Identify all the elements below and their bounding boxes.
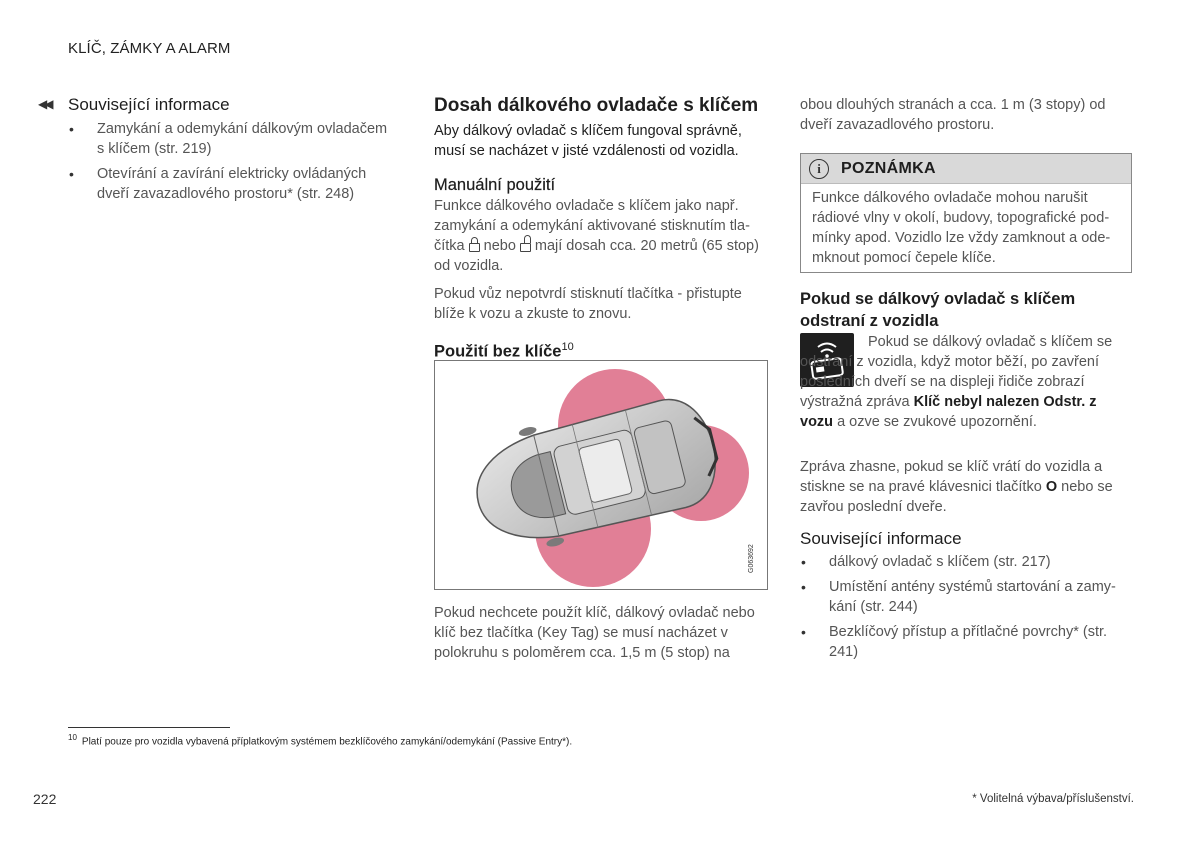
footnote-text: Platí pouze pro vozidla vybavená příplatkovým systémem bezklíčového zamykání/odemykání (Passive Entry*). [81, 736, 573, 748]
back-arrows-icon: ◀◀ [38, 97, 51, 111]
info-icon: i [809, 159, 829, 179]
keyless-use-heading [434, 336, 772, 363]
note-title: POZNÁMKA [841, 159, 936, 177]
removed-text-a: Pokud se dálkový ovladač s klíčem se odstraní z vozidla, když motor běží, po zavření posledních dveří se na displeji řidiče zobrazí výstražná zpráva [800, 334, 1113, 410]
car-range-diagram [435, 361, 768, 590]
message-text-a: Zpráva zhasne, pokud se klíč vrátí do vozidla a stiskne se na pravé klávesnici tlačítko [800, 459, 1103, 495]
footnote-divider [68, 727, 230, 728]
chapter-header: KLÍČ, ZÁMKY A ALARM [68, 40, 231, 57]
keyless-paragraph: Pokud nechcete použít klíč, dálkový ovladač nebo klíč bez tlačítka (Key Tag) se musí nacházet v polokruhu s poloměrem cca. 1,5 m (5 stop) na [434, 605, 755, 661]
related-info-list-2 [800, 552, 1132, 662]
footnote [68, 733, 572, 747]
removed-key-paragraph [800, 332, 1132, 432]
related-info-section-2 [800, 528, 1132, 667]
manual-text-c: mají dosah cca. 20 metrů (65 stop) od vozidla. [434, 238, 759, 274]
message-text-c: nebo se zavřou poslední dveře. [800, 479, 1113, 515]
footnote-ref: 10 [561, 341, 574, 353]
manual-text-a: Funkce dálkového ovladače s klíčem jako např. zamykání a odemykání aktivované stisknutím tla-čítka [434, 198, 750, 254]
related-info-heading: Související informace [68, 95, 230, 114]
continued-paragraph: obou dlouhých stranách a cca. 1 m (3 stopy) od dveří zavazadlového prostoru. [800, 97, 1106, 133]
related-info-heading-2: Související informace [800, 529, 962, 548]
removed-text-c: a ozve se zvukové upozornění. [837, 414, 1037, 430]
related-info-list [68, 119, 398, 204]
lead-paragraph: Aby dálkový ovladač s klíčem fungoval správně, musí se nacházet v jisté vzdálenosti od vozidla. [434, 123, 742, 159]
list-item: • Umístění antény systémů startování a zamy-kání (str. 244) [800, 577, 1132, 617]
column-2 [434, 94, 772, 363]
manual-text-b: nebo [483, 238, 516, 254]
list-item: • Zamykání a odemykání dálkovým ovladačem s klíčem (str. 219) [68, 119, 398, 159]
keyless-range-figure [434, 360, 768, 590]
page-number: 222 [33, 791, 57, 807]
manual-use-heading: Manuální použití [434, 176, 556, 194]
message-off-paragraph [800, 457, 1132, 517]
section-title: Dosah dálkového ovladače s klíčem [434, 95, 759, 116]
warning-message: Klíč nebyl nalezen Odstr. z vozu [800, 394, 1097, 430]
lock-icon [469, 237, 480, 252]
list-item: • Otevírání a zavírání elektricky ovládaných dveří zavazadlového prostoru* (str. 248) [68, 164, 398, 204]
figure-code: G063692 [748, 544, 755, 573]
unlock-icon [520, 237, 531, 252]
manual-use-paragraph [434, 196, 772, 276]
note-header [801, 154, 1131, 184]
optional-equipment-note: * Volitelná výbava/příslušenství. [972, 793, 1134, 805]
removed-key-heading: Pokud se dálkový ovladač s klíčem odstraní z vozidla [800, 290, 1076, 330]
column-1 [68, 94, 398, 209]
note-box [800, 153, 1132, 273]
o-button-label: O [1045, 479, 1058, 495]
list-item: • dálkový ovladač s klíčem (str. 217) [800, 552, 1132, 572]
list-item: • Bezklíčový přístup a přítlačné povrchy* (str. 241) [800, 622, 1132, 662]
footnote-number: 10 [68, 733, 77, 742]
manual-use-paragraph-2: Pokud vůz nepotvrdí stisknutí tlačítka - přistupte blíže k vozu a zkuste to znovu. [434, 286, 742, 322]
keyless-title-text: Použití bez klíče [434, 342, 562, 361]
note-body: Funkce dálkového ovladače mohou narušit rádiové vlny v okolí, budovy, topografické pod-mínky apod. Vozidlo lze vždy zamknout a ode-mknout pomocí čepele klíče. [812, 190, 1111, 266]
